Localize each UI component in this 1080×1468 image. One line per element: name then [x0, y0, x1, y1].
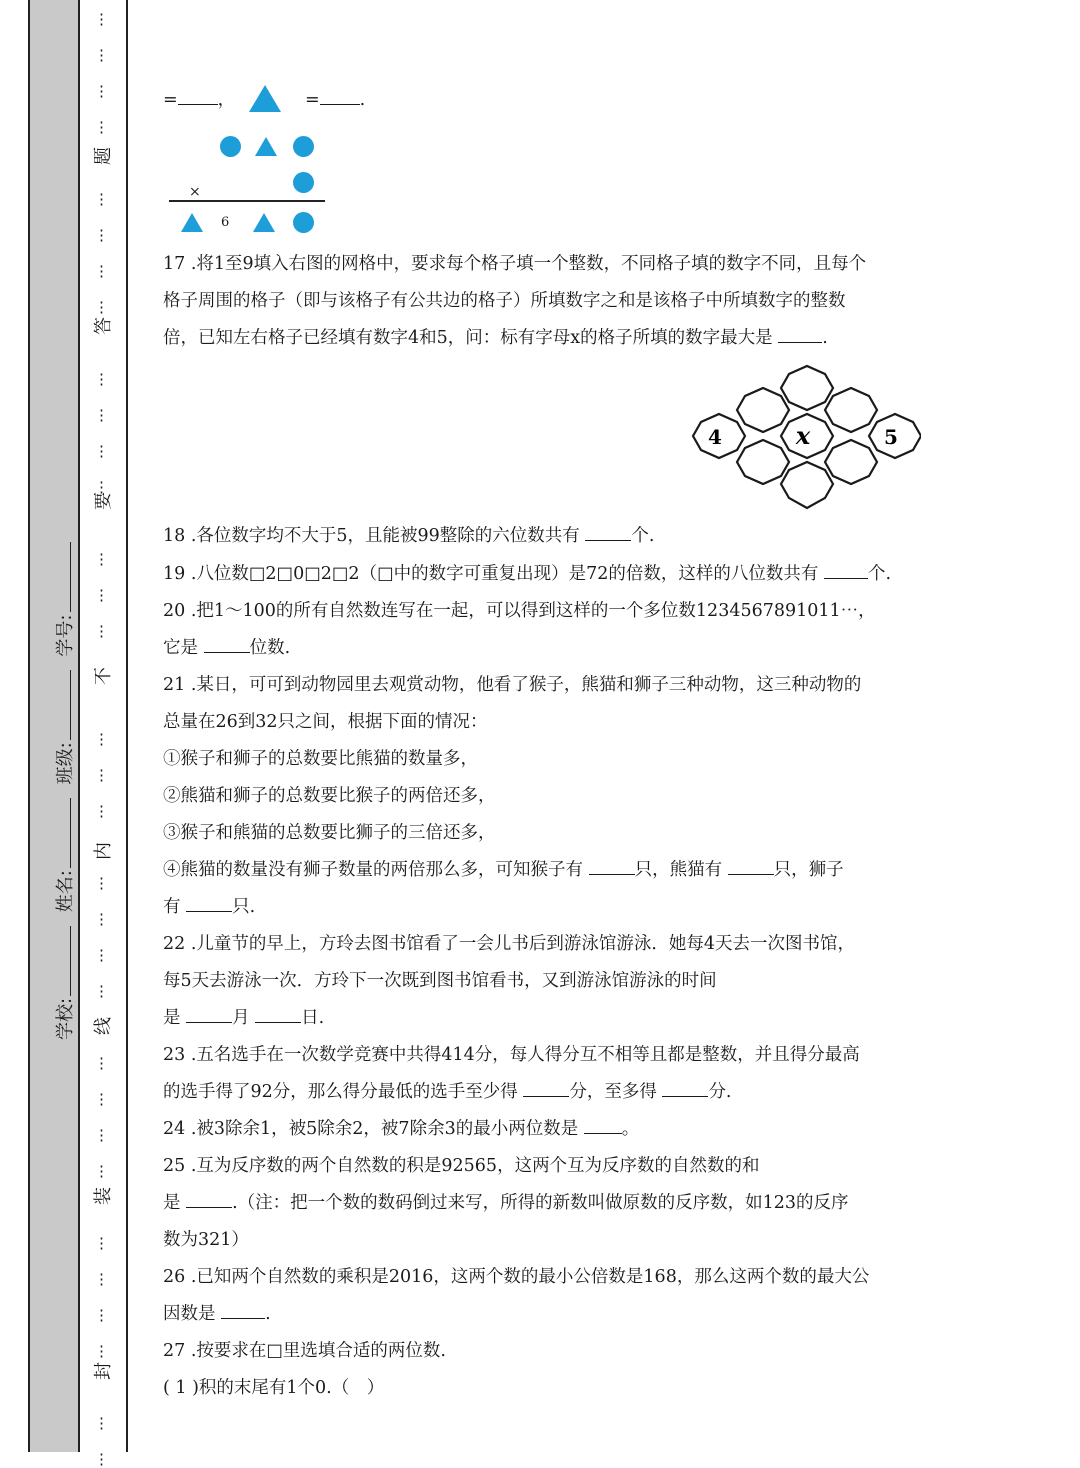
q27-line-1: 27 .按要求在□里选填合适的两位数.	[163, 1341, 446, 1361]
seal-dots: ⋮	[94, 802, 109, 820]
q26-line-1: 26 .已知两个自然数的乘积是2016，这两个数的最小公倍数是168，那么这两个数的最大公	[163, 1267, 870, 1287]
seal-dots: ⋮	[94, 910, 109, 928]
seal-char: 答	[93, 317, 114, 335]
seal-dots: ⋮	[94, 262, 109, 280]
q21-monkey-blank[interactable]	[589, 858, 635, 875]
q18-answer-blank[interactable]	[585, 524, 631, 541]
seal-char: 要	[93, 492, 114, 510]
seal-dots: ⋮	[94, 478, 109, 496]
q21-text-4: 有	[163, 897, 181, 917]
q25-text: 是	[163, 1193, 181, 1213]
q23-min-blank[interactable]	[523, 1080, 569, 1097]
seal-char: 内	[93, 842, 114, 860]
hex-label-left: 4	[708, 425, 722, 449]
q26-text: 因数是	[163, 1304, 216, 1324]
shape-equation-line	[163, 88, 235, 112]
q23-text-2: 分，至多得	[569, 1082, 657, 1102]
q21-lion-blank[interactable]	[186, 895, 232, 912]
q20-unit: 位数.	[249, 638, 291, 658]
equals-sign: =	[163, 90, 178, 110]
seal-dots: ⋮	[94, 1162, 109, 1180]
times-sign: ×	[189, 184, 201, 200]
q21-text-2: 只，熊猫有	[634, 860, 723, 880]
hex-label-center: x	[795, 421, 811, 450]
period: .	[265, 1304, 271, 1324]
circle-icon	[293, 136, 314, 157]
q20-line-2	[163, 636, 290, 660]
q23-line-1: 23 .五名选手在一次数学竞赛中共得414分，每人得分互不相等且都是整数，并且得分最高	[163, 1045, 860, 1065]
hexagon-grid	[685, 362, 921, 512]
seal-dots: ⋮	[94, 622, 109, 640]
q23-line-2	[163, 1080, 732, 1104]
multiplication-rule	[169, 200, 325, 202]
q25-answer-blank[interactable]	[186, 1191, 232, 1208]
q22-text: 是	[163, 1008, 181, 1028]
class-label: 班级:	[55, 742, 76, 785]
seal-char: 不	[93, 667, 114, 685]
answer-blank[interactable]	[178, 88, 218, 105]
hex-label-right: 5	[884, 425, 898, 449]
seal-dots: ⋮	[94, 118, 109, 136]
binding-border-inner	[126, 0, 128, 1452]
q25-line-2	[163, 1191, 849, 1215]
q21-line-7	[163, 895, 255, 919]
q22-month-blank[interactable]	[186, 1006, 232, 1023]
q23-text: 的选手得了92分，那么得分最低的选手至少得	[163, 1082, 518, 1102]
q22-line-2: 每5天去游泳一次．方玲下一次既到图书馆看书，又到游泳馆游泳的时间	[163, 971, 717, 991]
q23-text-3: 分.	[708, 1082, 732, 1102]
answer-blank[interactable]	[320, 88, 360, 105]
q21-panda-blank[interactable]	[728, 858, 774, 875]
hexagon-grid-figure	[685, 362, 921, 512]
seal-dots: ⋮	[94, 982, 109, 1000]
student-info-column	[30, 0, 78, 1452]
q25-line-1: 25 .互为反序数的两个自然数的积是92565，这两个互为反序数的自然数的和	[163, 1156, 760, 1176]
q22-day-blank[interactable]	[255, 1006, 301, 1023]
digit-six: 6	[221, 215, 230, 230]
hex-cell	[825, 440, 877, 484]
q21-line-3: ①猴子和狮子的总数要比熊猫的数量多，	[163, 749, 478, 769]
seal-dots: ⋮	[94, 1126, 109, 1144]
seal-dots: ⋮	[94, 1450, 109, 1468]
seal-dots: ⋮	[94, 730, 109, 748]
seal-dots: ⋮	[94, 1342, 109, 1360]
hex-cell	[737, 440, 789, 484]
seal-char: 线	[93, 1017, 114, 1035]
q17-line-2: 格子周围的格子（即与该格子有公共边的格子）所填数字之和是该格子中所填数字的整数	[163, 291, 846, 311]
seal-dots: ⋮	[94, 874, 109, 892]
q19-unit: 个.	[867, 564, 892, 584]
q19-answer-blank[interactable]	[824, 562, 868, 579]
q24-answer-blank[interactable]	[584, 1117, 622, 1134]
q26-line-2	[163, 1302, 271, 1326]
q21-line-5: ③猴子和熊猫的总数要比狮子的三倍还多，	[163, 823, 496, 843]
q24-text: 24 .被3除余1，被5除余2，被7除余3的最小两位数是	[163, 1119, 579, 1139]
q22-day-label: 日.	[301, 1008, 325, 1028]
q23-max-blank[interactable]	[662, 1080, 708, 1097]
q20-answer-blank[interactable]	[204, 636, 250, 653]
q20-text: 它是	[163, 638, 198, 658]
hex-cell	[825, 388, 877, 432]
seal-char: 题	[93, 147, 114, 165]
q22-line-1: 22 .儿童节的早上，方玲去图书馆看了一会儿书后到游泳馆游泳．她每4天去一次图书馆，	[163, 934, 856, 954]
student-info-fields	[54, 534, 78, 1040]
triangle-icon	[253, 213, 275, 232]
seal-dots: ⋮	[94, 370, 109, 388]
hex-cell	[737, 388, 789, 432]
q24-end: 。	[621, 1119, 640, 1139]
q21-line-1: 21 .某日，可可到动物园里去观赏动物，他看了猴子，熊猫和狮子三种动物，这三种动物的	[163, 675, 862, 695]
equals-sign: =	[305, 90, 320, 110]
seal-dots: ⋮	[94, 406, 109, 424]
q26-answer-blank[interactable]	[221, 1302, 265, 1319]
q21-text-3: 只，狮子	[773, 860, 844, 880]
shape-equation-line-2	[305, 88, 365, 112]
comma: ，	[217, 90, 236, 110]
seal-dots: ⋮	[94, 1054, 109, 1072]
school-blank[interactable]	[56, 926, 71, 996]
seal-dots: ⋮	[94, 1270, 109, 1288]
q25-line-3: 数为321）	[163, 1230, 249, 1250]
class-blank[interactable]	[56, 670, 71, 740]
seal-dots: ⋮	[94, 46, 109, 64]
q21-text-5: 只.	[232, 897, 256, 917]
q18-unit: 个.	[631, 526, 655, 546]
triangle-icon	[249, 85, 281, 112]
seal-dots: ⋮	[94, 550, 109, 568]
hex-cell-bottom	[781, 462, 833, 508]
circle-icon	[293, 172, 314, 193]
q21-line-6	[163, 858, 844, 882]
name-label: 姓名:	[55, 870, 76, 913]
hex-cell-top	[781, 366, 833, 410]
q21-line-4: ②熊猫和狮子的总数要比猴子的两倍还多，	[163, 786, 496, 806]
q24-line	[163, 1117, 639, 1141]
seal-dots: ⋮	[94, 442, 109, 460]
seal-dots: ⋮	[94, 1306, 109, 1324]
q25-note: .（注：把一个数的数码倒过来写，所得的新数叫做原数的反序数，如123的反序	[232, 1193, 849, 1213]
id-label: 学号:	[55, 614, 76, 657]
q27-line-2: ( 1 )积的末尾有1个0.（ ）	[163, 1378, 385, 1398]
q17-answer-blank[interactable]	[778, 326, 822, 343]
seal-dots: ⋮	[94, 1234, 109, 1252]
q18-line	[163, 524, 654, 548]
seal-dots: ⋮	[94, 190, 109, 208]
q20-line-1: 20 .把1～100的所有自然数连写在一起，可以得到这样的一个多位数1234567891011⋯，	[163, 601, 876, 621]
seal-char: 封	[93, 1362, 114, 1380]
period: .	[359, 90, 366, 110]
seal-dots: ⋮	[94, 1090, 109, 1108]
seal-dots: ⋮	[94, 10, 109, 28]
seal-dots: ⋮	[94, 226, 109, 244]
seal-dots: ⋮	[94, 298, 109, 316]
period: .	[822, 328, 828, 348]
q22-month-label: 月	[232, 1008, 250, 1028]
q17-line-1: 17 .将1至9填入右图的网格中，要求每个格子填一个整数，不同格子填的数字不同，且每个	[163, 254, 867, 274]
school-label: 学校:	[55, 997, 76, 1040]
seal-dots: ⋮	[94, 946, 109, 964]
q22-line-3	[163, 1006, 324, 1030]
q17-line-3	[163, 326, 828, 350]
id-blank[interactable]	[56, 542, 71, 612]
q17-text: 倍，已知左右格子已经填有数字4和5，问：标有字母x的格子所填的数字最大是	[163, 328, 773, 348]
name-blank[interactable]	[56, 798, 71, 868]
q21-text: ④熊猫的数量没有狮子数量的两倍那么多，可知猴子有	[163, 860, 583, 880]
q21-line-2: 总量在26到32只之间，根据下面的情况：	[163, 712, 488, 732]
seal-line-column	[80, 0, 126, 1468]
seal-dots: ⋮	[94, 1414, 109, 1432]
circle-icon	[220, 136, 241, 157]
circle-icon	[293, 212, 314, 233]
triangle-icon	[181, 213, 203, 232]
q18-text: 18 .各位数字均不大于5，且能被99整除的六位数共有	[163, 526, 580, 546]
q19-line	[163, 562, 891, 586]
q19-text: 19 .八位数□2□0□2□2（□中的数字可重复出现）是72的倍数，这样的八位数共有	[163, 564, 819, 584]
seal-dots: ⋮	[94, 586, 109, 604]
triangle-icon	[255, 137, 277, 156]
seal-dots: ⋮	[94, 766, 109, 784]
seal-char: 装	[93, 1187, 114, 1205]
seal-dots: ⋮	[94, 82, 109, 100]
